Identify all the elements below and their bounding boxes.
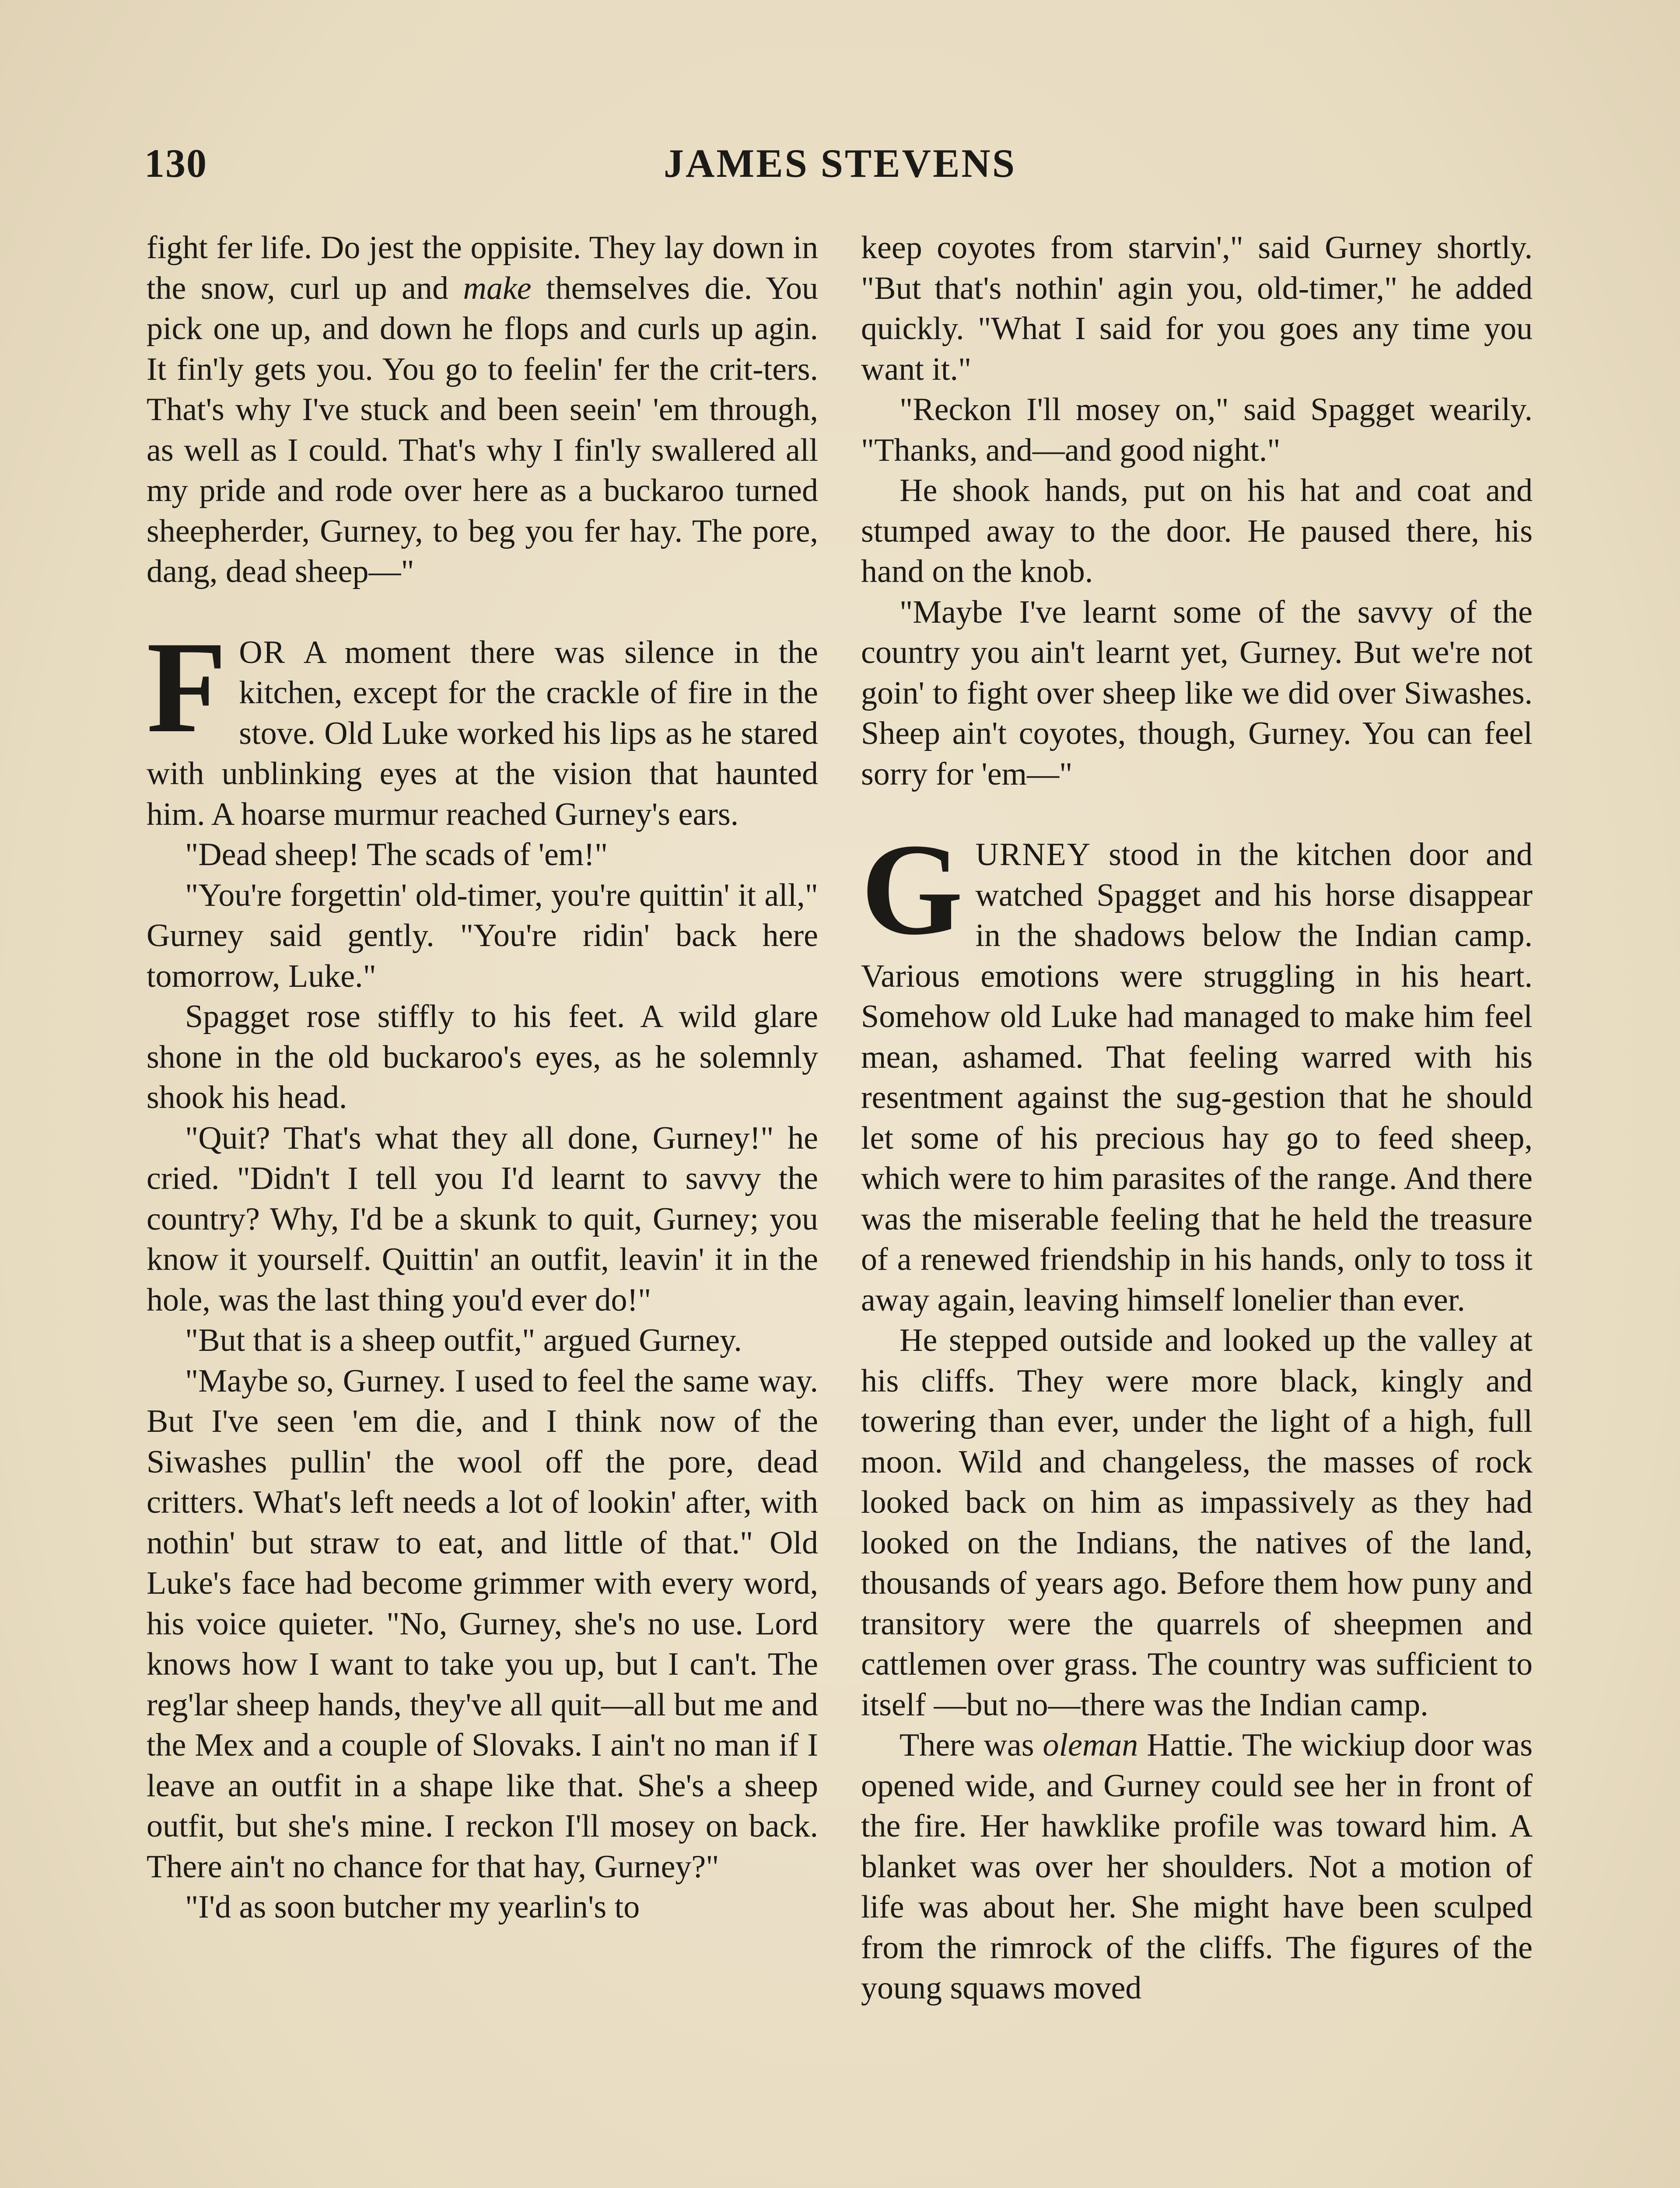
- emphasis-text: make: [463, 270, 532, 306]
- left-column: [147, 228, 818, 1928]
- paragraph: "Maybe so, Gurney. I used to feel the same way. But I've seen 'em die, and I think now of the Siwashes pullin' the wool off the pore, dead critters. What's left needs a lot of lookin' after, with nothin' but straw to eat, and little of that." Old Luke's face had become grimmer with every word, his voice quieter. "No, Gurney, she's no use. Lord knows how I want to take you up, but I can't. The reg'lar sheep hands, they've all quit—all but me and the Mex and a couple of Slovaks. I ain't no man if I leave an outfit in a shape like that. She's a sheep outfit, but she's mine. I reckon I'll mosey on back. There ain't no chance for that hay, Gurney?": [147, 1363, 818, 1885]
- paragraph: He shook hands, put on his hat and coat and stumped away to the door. He paused there, his hand on the knob.: [861, 473, 1533, 589]
- paragraph: [861, 1725, 1533, 2009]
- dropcap-paragraph: [861, 817, 1533, 1320]
- paragraph-text: fight fer life. Do jest the oppisite. They lay down in the snow, curl up and: [147, 230, 818, 306]
- paragraph-text: A moment there was silence in the kitchen, except for the crackle of fire in the stove. Old Luke worked his lips as he stared with unblinking eyes at the vision that haunted him. A hoarse murmur reached Gurney's ears.: [147, 634, 818, 832]
- paragraph: "I'd as soon butcher my yearlin's to: [185, 1889, 640, 1925]
- paragraph: "Maybe I've learnt some of the savvy of the country you ain't learnt yet, Gurney. But we're not goin' to fight over sheep like we did over Siwashes. Sheep ain't coyotes, though, Gurney. You can feel sorry for 'em—": [861, 594, 1533, 792]
- paragraph: "Dead sheep! The scads of 'em!": [185, 837, 608, 873]
- drop-cap: F: [147, 614, 227, 760]
- lead-in: URNEY: [975, 837, 1092, 873]
- paragraph: [147, 228, 818, 592]
- paragraph: "You're forgettin' old-timer, you're quittin' it all," Gurney said gently. "You're ridin' back here tomorrow, Luke.": [147, 877, 818, 994]
- paragraph: "But that is a sheep outfit," argued Gurney.: [185, 1322, 742, 1358]
- paragraph-text: Hattie. The wickiup door was opened wide, and Gurney could see her in front of the fire. Her hawklike profile was toward him. A blanket was over her shoulders. Not a motion of life was about her. She might have been sculped from the rimrock of the cliffs. The figures of the young squaws moved: [861, 1727, 1533, 2006]
- running-head: JAMES STEVENS: [663, 141, 1017, 186]
- emphasis-text: oleman: [1043, 1727, 1138, 1763]
- paragraph: "Reckon I'll mosey on," said Spagget wearily. "Thanks, and—and good night.": [861, 392, 1533, 468]
- lead-in: OR: [239, 634, 286, 670]
- paragraph: He stepped outside and looked up the valley at his cliffs. They were more black, kingly and towering than ever, under the light of a high, full moon. Wild and changeless, the masses of rock looked back on him as impassively as they had looked on the Indians, the natives of the land, thousands of years ago. Before them how puny and transitory were the quarrels of sheepmen and cattlemen over grass. The country was sufficient to itself —but no—there was the Indian camp.: [861, 1322, 1533, 1723]
- paragraph: keep coyotes from starvin'," said Gurney shortly. "But that's nothin' agin you, old-timer," he added quickly. "What I said for you goes any time you want it.": [861, 230, 1533, 387]
- drop-cap: G: [861, 817, 963, 962]
- paragraph-text: There was: [900, 1727, 1043, 1763]
- page-number: 130: [144, 141, 207, 186]
- page-header: [144, 131, 1536, 193]
- right-column: [861, 228, 1533, 2009]
- paragraph-text: stood in the kitchen door and watched Spagget and his horse disappear in the shadows below the Indian camp. Various emotions were struggling in his heart. Somehow old Luke had managed to make him feel mean, ashamed. That feeling warred with his resentment against the sug-gestion that he should let some of his precious hay go to feed sheep, which were to him parasites of the range. And there was the miserable feeling that he held the treasure of a renewed friendship in his hands, only to toss it away again, leaving himself lonelier than ever.: [861, 837, 1533, 1318]
- paragraph: "Quit? That's what they all done, Gurney!" he cried. "Didn't I tell you I'd learnt to savvy the country? Why, I'd be a skunk to quit, Gurney; you know it yourself. Quittin' an outfit, leavin' it in the hole, was the last thing you'd ever do!": [147, 1120, 818, 1318]
- paragraph-text: themselves die. You pick one up, and down he flops and curls up agin. It fin'ly gets you. You go to feelin' fer the crit-ters. That's why I've stuck and been seein' 'em through, as well as I could. That's why I fin'ly swallered all my pride and rode over here as a buckaroo turned sheepherder, Gurney, to beg you fer hay. The pore, dang, dead sheep—": [147, 270, 818, 589]
- paragraph: Spagget rose stiffly to his feet. A wild glare shone in the old buckaroo's eyes, as he solemnly shook his head.: [147, 999, 818, 1115]
- dropcap-paragraph: [147, 614, 818, 835]
